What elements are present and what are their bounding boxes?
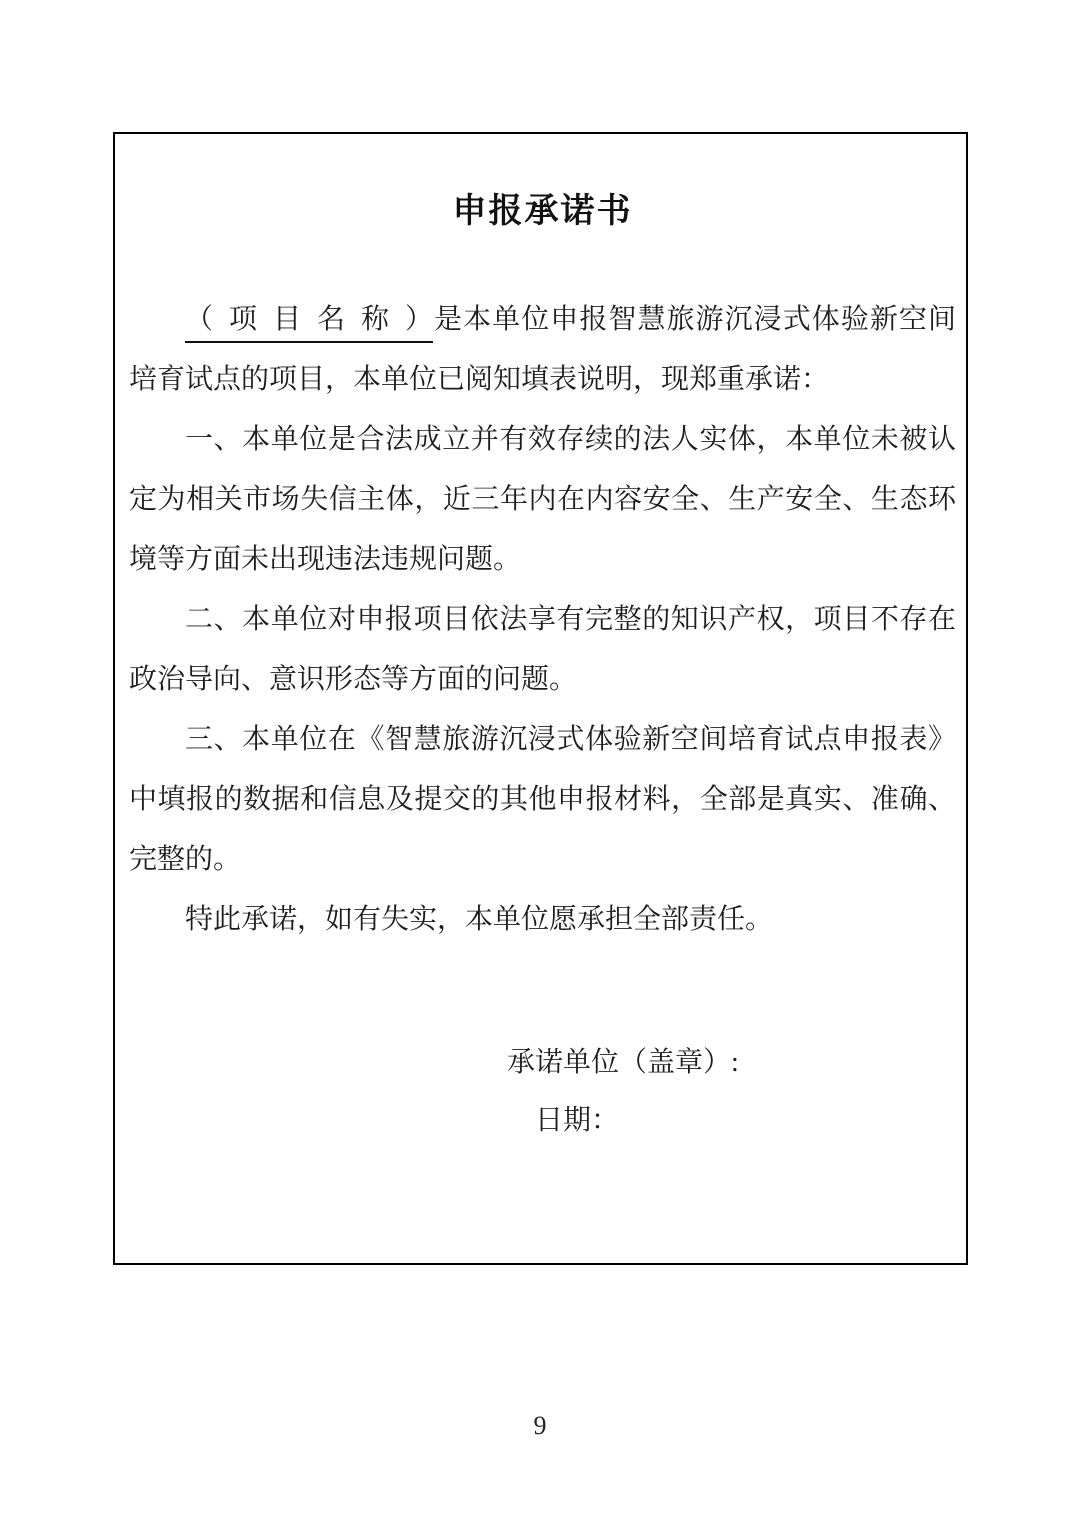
body-line: 完整的。 [129,844,242,875]
body-line: 培育试点的项目，本单位已阅知填表说明，现郑重承诺： [129,364,830,395]
page-border-frame [113,132,968,1265]
signature-unit-label: 承诺单位（盖章）: [507,1047,739,1078]
body-line: 三、本单位在《智慧旅游沉浸式体验新空间培育试点申报表》 [185,724,956,755]
body-line: 二、本单位对申报项目依法享有完整的知识产权，项目不存在 [185,604,956,635]
body-line-text: 是本单位申报智慧旅游沉浸式体验新空间 [433,304,956,335]
body-line: 境等方面未出现违法违规问题。 [129,544,522,575]
document-title: 申报承诺书 [452,192,633,230]
page-number: 9 [533,1411,547,1440]
body-line: 一、本单位是合法成立并有效存续的法人实体，本单位未被认 [185,424,956,455]
document-body [129,290,956,950]
body-line: 政治导向、意识形态等方面的问题。 [129,664,578,695]
body-line: 定为相关市场失信主体，近三年内在内容安全、生产安全、生态环 [129,484,956,515]
body-line [129,290,956,350]
signature-date-label: 日期： [535,1105,620,1136]
project-name-blank-field: （项目名称） [185,305,433,343]
signature-block [507,1034,956,1150]
body-line: 中填报的数据和信息及提交的其他申报材料，全部是真实、准确、 [129,784,956,815]
body-line: 特此承诺，如有失实，本单位愿承担全部责任。 [185,904,774,935]
